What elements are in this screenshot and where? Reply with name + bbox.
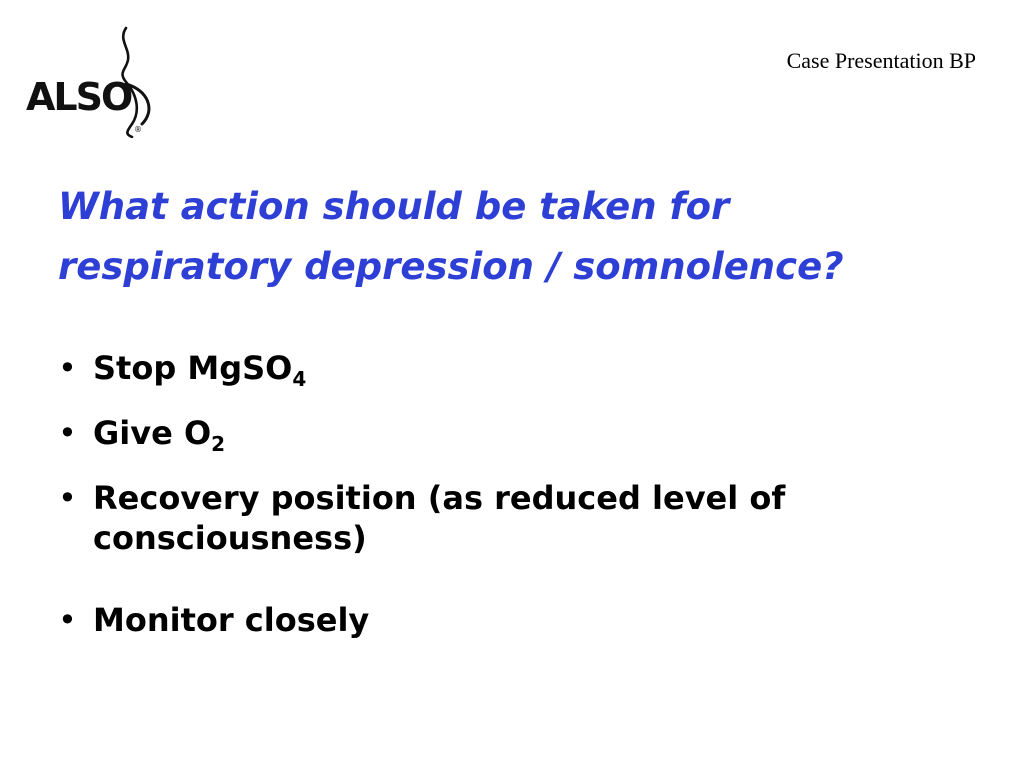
bullet-text: Give O bbox=[93, 414, 212, 452]
also-logo-text: ALSO bbox=[26, 75, 132, 119]
bullet-item-give-o2 bbox=[58, 413, 958, 456]
bullet-marker: • bbox=[58, 601, 77, 639]
slide-title bbox=[58, 177, 988, 297]
bullet-list bbox=[58, 348, 958, 665]
bullet-item-monitor-closely bbox=[58, 600, 958, 640]
bullet-text: Monitor closely bbox=[93, 601, 370, 639]
slide-title-line-2: respiratory depression / somnolence? bbox=[58, 245, 844, 288]
bullet-item-recovery-position bbox=[58, 478, 958, 558]
bullet-text: Stop MgSO bbox=[93, 349, 293, 387]
registered-mark: ® bbox=[134, 125, 142, 134]
bullet-item-stop-mgso4 bbox=[58, 348, 958, 391]
bullet-subscript: 2 bbox=[211, 432, 226, 456]
presentation-label: Case Presentation BP bbox=[786, 48, 976, 73]
slide-title-line-1: What action should be taken for bbox=[58, 185, 730, 228]
also-logo bbox=[22, 26, 162, 138]
bullet-subscript: 4 bbox=[292, 367, 307, 391]
bullet-marker: • bbox=[58, 414, 77, 452]
bullet-text: Recovery position (as reduced level of consciousness) bbox=[93, 479, 786, 557]
bullet-marker: • bbox=[58, 349, 77, 387]
bullet-marker: • bbox=[58, 479, 77, 517]
